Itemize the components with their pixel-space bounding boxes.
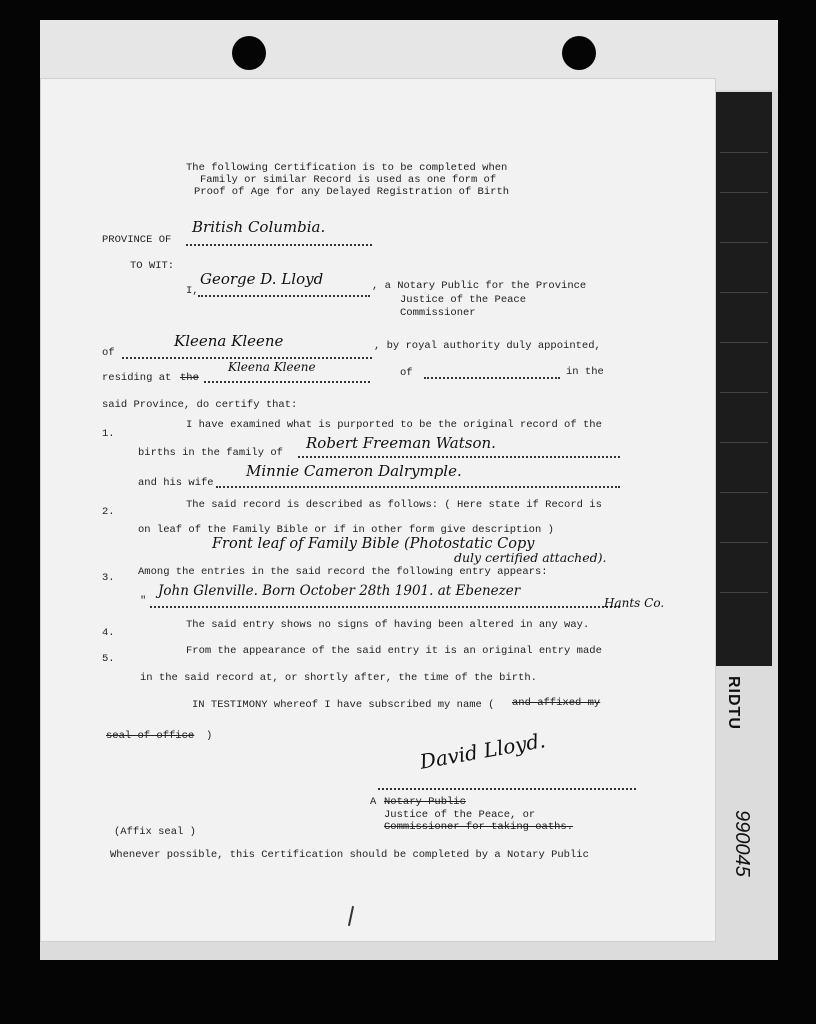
province-certify: said Province, do certify that: — [102, 399, 298, 411]
testimony-line: IN TESTIMONY whereof I have subscribed my name ( — [192, 699, 495, 711]
header-line-3: Proof of Age for any Delayed Registration of Birth — [194, 186, 510, 198]
testimony-close: ) — [206, 730, 213, 742]
of-suffix: , by royal authority duly appointed, — [374, 340, 601, 352]
item-3-line-1: Among the entries in the said record the following entry appears: — [138, 566, 548, 578]
residing-dotted-line — [204, 381, 370, 383]
province-label: PROVINCE OF — [102, 234, 172, 246]
declarant-handwritten-name: George D. Lloyd — [200, 270, 324, 288]
signature-role-prefix: A — [370, 796, 377, 808]
signature-role-struck-1: Notary Public — [384, 796, 466, 808]
item-1-number: 1. — [102, 428, 115, 440]
item-2-line-1: The said record is described as follows: ( Here state if Record is — [186, 499, 602, 511]
item-4-number: 4. — [102, 627, 115, 639]
footer-note: Whenever possible, this Certification should be completed by a Notary Public — [110, 849, 589, 861]
stray-pen-mark — [348, 906, 354, 926]
header-line-1: The following Certification is to be completed when — [186, 162, 508, 174]
residing-of-label: of — [400, 367, 413, 379]
item-3-quote: " — [140, 595, 147, 607]
testimony-struck-1: and affixed my — [512, 697, 601, 709]
wife-dotted-line — [216, 486, 620, 488]
item-2-handwritten-1: Front leaf of Family Bible (Photostatic Copy — [212, 536, 535, 552]
of-handwritten: Kleena Kleene — [174, 332, 284, 350]
residing-label: residing at — [102, 372, 172, 384]
wife-handwritten-name: Minnie Cameron Dalrymple. — [246, 462, 462, 480]
declarant-title-2: Justice of the Peace — [400, 294, 527, 306]
wife-label: and his wife — [138, 477, 214, 489]
item-3-handwritten-1: John Glenville. Born October 28th 1901. at Ebenezer — [158, 583, 521, 599]
family-handwritten-name: Robert Freeman Watson. — [306, 434, 496, 452]
certificate-page — [40, 78, 716, 942]
margin-handwritten-number: 990045 — [731, 810, 753, 877]
item-3-number: 3. — [102, 572, 115, 584]
affix-seal-label: (Affix seal ) — [114, 826, 196, 838]
item-5-number: 5. — [102, 653, 115, 665]
item-2-line-2: on leaf of the Family Bible or if in other form give description ) — [138, 524, 554, 536]
margin-stamp: RIDTU — [725, 676, 742, 730]
signature-handwritten: David Lloyd. — [417, 728, 548, 774]
item-3-handwritten-2: Hants Co. — [604, 596, 665, 610]
of-label: of — [102, 347, 115, 359]
item-1-line-1: I have examined what is purported to be the original record of the — [186, 419, 602, 431]
item-4-line-1: The said entry shows no signs of having been altered in any way. — [186, 619, 590, 631]
residing-suffix: in the — [566, 366, 604, 378]
signature-dotted-line — [378, 788, 636, 790]
punch-hole-right — [562, 36, 596, 70]
item-5-line-1: From the appearance of the said entry it is an original entry made — [186, 645, 602, 657]
header-line-2: Family or similar Record is used as one form of — [200, 174, 497, 186]
province-dotted-line — [186, 244, 372, 246]
signature-role-struck-3: Commissioner for taking oaths. — [384, 821, 574, 833]
punch-hole-left — [232, 36, 266, 70]
item-2-handwritten-2: duly certified attached). — [454, 550, 607, 565]
underlying-document-edge — [712, 92, 772, 666]
residing-handwritten: Kleena Kleene — [228, 360, 316, 374]
births-label: births in the family of — [138, 447, 283, 459]
testimony-struck-2: seal of office — [106, 730, 195, 742]
signature-role-2: Justice of the Peace, or — [384, 809, 536, 821]
residing-of-dotted-line — [424, 377, 560, 379]
province-handwritten: British Columbia. — [192, 218, 326, 236]
residing-struck-word: the — [180, 372, 199, 384]
declarant-title-1: , a Notary Public for the Province — [372, 280, 587, 292]
family-dotted-line — [298, 456, 620, 458]
declarant-prefix: I, — [186, 285, 199, 297]
item-5-line-2: in the said record at, or shortly after, the time of the birth. — [140, 672, 537, 684]
item-2-number: 2. — [102, 506, 115, 518]
entry-dotted-line — [150, 606, 620, 608]
declarant-dotted-line — [198, 295, 370, 297]
declarant-title-3: Commissioner — [400, 307, 476, 319]
to-wit-label: TO WIT: — [130, 260, 175, 272]
of-dotted-line — [122, 357, 372, 359]
